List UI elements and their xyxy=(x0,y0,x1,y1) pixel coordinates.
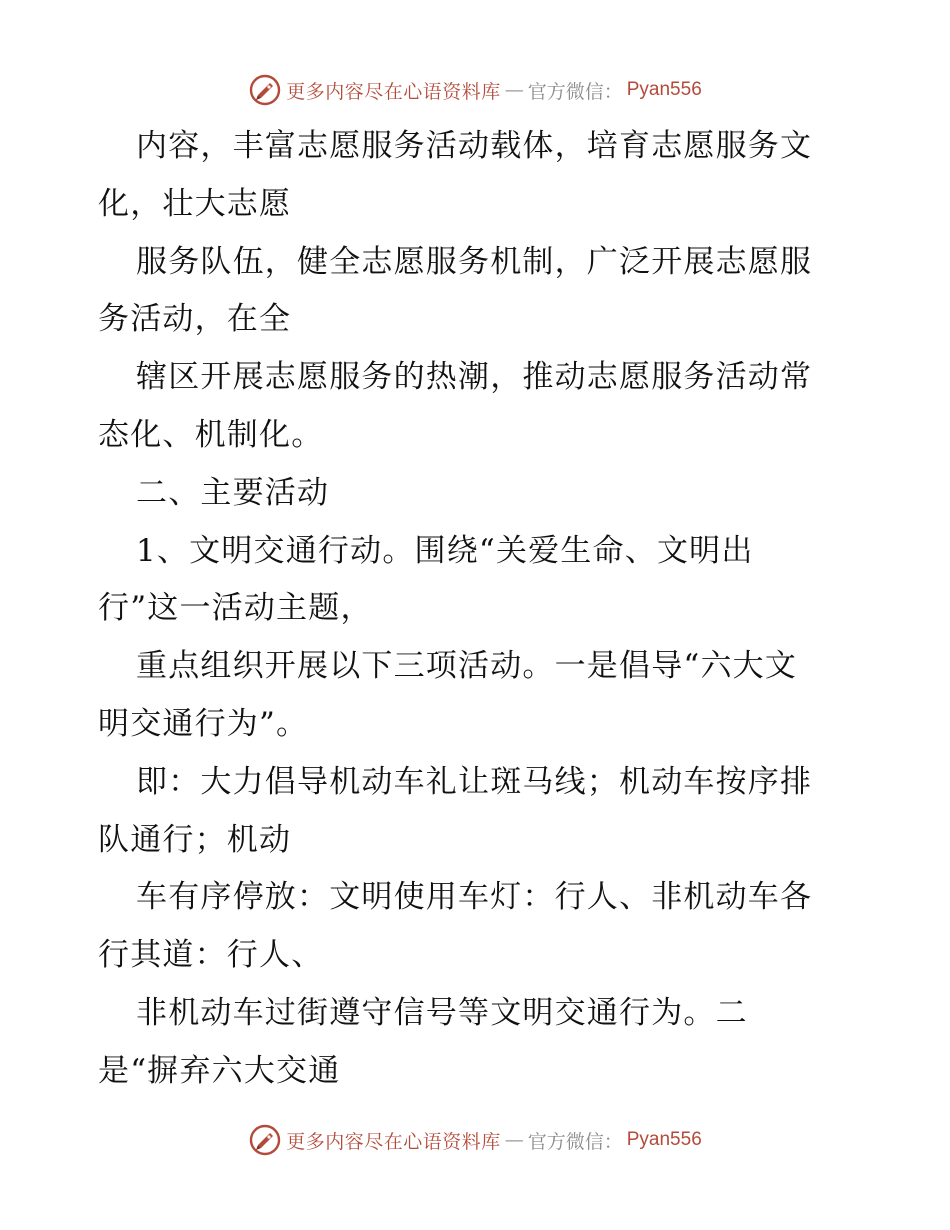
text-line: 车有序停放：文明使用车灯：行人、非机动车各 xyxy=(136,879,813,916)
text-line: 重点组织开展以下三项活动。一是倡导“六大文 xyxy=(136,648,798,685)
header-banner xyxy=(0,70,950,110)
pen-nib-logo-icon xyxy=(248,1123,282,1157)
text-line: 明交通行为”。 xyxy=(98,705,309,742)
text-line: 即：大力倡导机动车礼让斑马线；机动车按序排 xyxy=(136,763,813,800)
footer-banner xyxy=(0,1120,950,1160)
banner-site-text: 更多内容尽在心语资料库 xyxy=(286,80,501,103)
pen-nib-logo-icon xyxy=(248,73,282,107)
banner-wechat-id: Pyan556 xyxy=(626,79,702,100)
banner-site-text: 更多内容尽在心语资料库 xyxy=(286,1130,501,1153)
text-line: 是“摒弃六大交通 xyxy=(98,1052,341,1089)
document-body xyxy=(98,118,858,1101)
text-line: 辖区开展志愿服务的热潮，推动志愿服务活动常 xyxy=(136,359,813,396)
text-line: 行其道：行人、 xyxy=(98,937,324,974)
text-line: 行”这一活动主题， xyxy=(98,590,373,627)
text-line: 1、文明交通行动。围绕“关爱生命、文明出 xyxy=(136,532,754,569)
text-line: 态化、机制化。 xyxy=(98,416,324,453)
text-line: 服务队伍，健全志愿服务机制，广泛开展志愿服 xyxy=(136,243,813,280)
banner-wechat-label: 官方微信： xyxy=(527,80,623,103)
text-line: 队通行；机动 xyxy=(98,821,292,858)
text-line: 二、主要活动 xyxy=(136,474,330,511)
text-line: 非机动车过街遵守信号等文明交通行为。二 xyxy=(136,994,748,1031)
banner-separator: — xyxy=(504,79,524,101)
banner-wechat-id: Pyan556 xyxy=(626,1129,702,1150)
text-line: 内容，丰富志愿服务活动载体，培育志愿服务文 xyxy=(136,128,813,164)
text-line: 务活动，在全 xyxy=(98,301,292,338)
banner-separator: — xyxy=(504,1129,524,1151)
banner-wechat-label: 官方微信： xyxy=(527,1130,623,1153)
text-line: 化，壮大志愿 xyxy=(98,185,292,222)
